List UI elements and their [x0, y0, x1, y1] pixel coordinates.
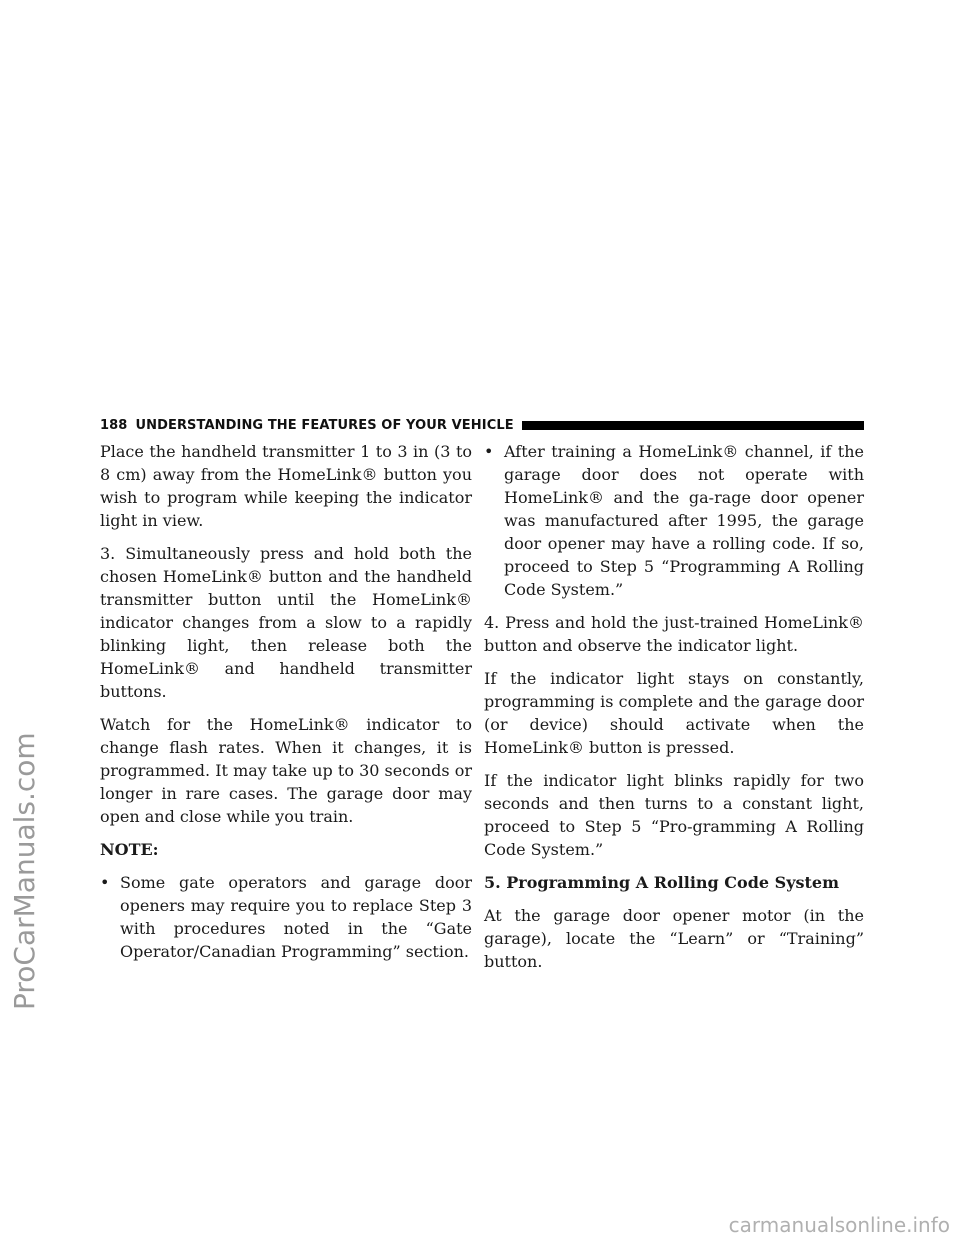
page-number: 188 [100, 417, 128, 433]
paragraph-light-blinks: If the indicator light blinks rapidly for two seconds and then turns to a constant light, proceed to Step 5 “Pro-gramming A Rolling Code System.” [484, 771, 864, 859]
paragraph-step-4: 4. Press and hold the just-trained HomeLink® button and observe the indicator light. [484, 613, 864, 655]
note-bullet-text: Some gate operators and garage door openers may require you to replace Step 3 with procedures noted in the “Gate Operator/Canadian Programming” section. [120, 873, 472, 961]
section-title: UNDERSTANDING THE FEATURES OF YOUR VEHICLE [135, 417, 514, 433]
paragraph-placement: Place the handheld transmitter 1 to 3 in (3 to 8 cm) away from the HomeLink® button you wish to program while keeping the indicator light in view. [100, 442, 472, 530]
rolling-code-bullet-text: After training a HomeLink® channel, if the garage door does not operate with HomeLink® and the ga-rage door opener was manufactured after 1995, the garage door opener may have a rolling code. If so, proceed to Step 5 “Programming A Rolling Code System.” [504, 442, 864, 599]
paragraph-step-3: 3. Simultaneously press and hold both the chosen HomeLink® button and the handheld transmitter button until the HomeLink® indicator changes from a slow to a rapidly blinking light, then release both the HomeLink® and handheld transmitter buttons. [100, 544, 472, 701]
side-watermark [4, 0, 44, 1242]
page-header [100, 418, 864, 432]
paragraph-learn-button: At the garage door opener motor (in the garage), locate the “Learn” or “Training” button. [484, 906, 864, 971]
side-watermark-text: ProCarManuals.com [8, 732, 41, 1010]
bullet-symbol: • [484, 442, 494, 461]
paragraph-light-constant: If the indicator light stays on constantly, programming is complete and the garage door (or device) should activate when the HomeLink® button is pressed. [484, 669, 864, 757]
left-column [100, 440, 472, 973]
header-text [100, 418, 514, 433]
note-heading: NOTE: [100, 840, 159, 859]
rolling-code-bullet [484, 440, 864, 601]
rolling-code-subheading: 5. Programming A Rolling Code System [484, 873, 839, 892]
paragraph-watch-indicator: Watch for the HomeLink® indicator to change flash rates. When it changes, it is programmed. It may take up to 30 seconds or longer in rare cases. The garage door may open and close while you train. [100, 715, 472, 826]
note-bullet [100, 871, 472, 963]
header-rule [522, 421, 864, 430]
footer-watermark: carmanualsonline.info [728, 1213, 950, 1237]
bullet-symbol: • [100, 873, 110, 892]
right-column [484, 440, 864, 983]
